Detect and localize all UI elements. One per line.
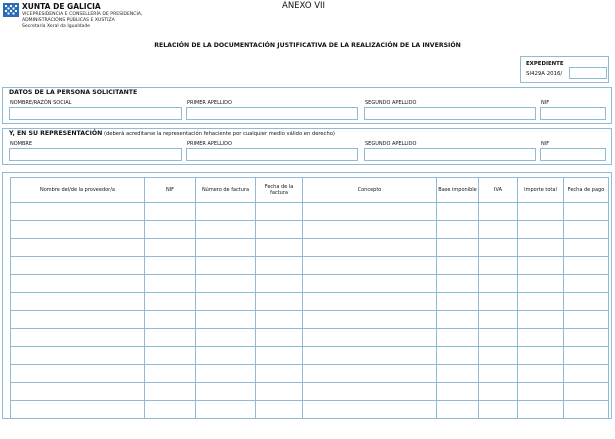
- table-cell[interactable]: [564, 293, 609, 311]
- table-cell[interactable]: [437, 203, 479, 221]
- expediente-code: SI429A 2016/: [526, 71, 563, 77]
- column-header: Fecha de pago: [564, 178, 609, 203]
- table-cell[interactable]: [196, 239, 256, 257]
- table-cell[interactable]: [437, 293, 479, 311]
- table-cell[interactable]: [437, 365, 479, 383]
- representative-name-field[interactable]: [9, 148, 182, 161]
- table-cell[interactable]: [256, 329, 303, 347]
- table-cell[interactable]: [303, 347, 437, 365]
- table-cell[interactable]: [145, 293, 196, 311]
- column-header: Importe total: [518, 178, 564, 203]
- table-cell[interactable]: [145, 221, 196, 239]
- table-cell[interactable]: [303, 221, 437, 239]
- table-cell[interactable]: [437, 239, 479, 257]
- column-header: Concepto: [303, 178, 437, 203]
- table-cell[interactable]: [564, 221, 609, 239]
- table-cell[interactable]: [145, 347, 196, 365]
- table-cell[interactable]: [256, 347, 303, 365]
- table-cell[interactable]: [145, 239, 196, 257]
- applicant-name-field[interactable]: [9, 107, 182, 120]
- table-cell[interactable]: [518, 329, 564, 347]
- table-cell[interactable]: [145, 401, 196, 419]
- table-cell[interactable]: [437, 257, 479, 275]
- table-cell[interactable]: [437, 275, 479, 293]
- representative-nif-label: NIF: [541, 141, 550, 147]
- expediente-label: EXPEDIENTE: [526, 61, 564, 67]
- table-cell[interactable]: [479, 383, 518, 401]
- department-line: ADMINISTRACIÓNS PÚBLICAS E XUSTIZA: [22, 18, 115, 23]
- table-cell[interactable]: [256, 401, 303, 419]
- xunta-logo-icon: [3, 3, 19, 17]
- invoice-table: [10, 177, 609, 419]
- table-cell[interactable]: [256, 203, 303, 221]
- table-cell[interactable]: [518, 275, 564, 293]
- table-cell[interactable]: [145, 311, 196, 329]
- table-row: [11, 275, 609, 293]
- table-cell[interactable]: [256, 383, 303, 401]
- table-cell[interactable]: [11, 401, 145, 419]
- document-title: RELACIÓN DE LA DOCUMENTACIÓN JUSTIFICATIVA DE LA REALIZACIÓN DE LA INVERSIÓN: [154, 42, 461, 49]
- table-cell[interactable]: [196, 329, 256, 347]
- table-cell[interactable]: [196, 293, 256, 311]
- table-cell[interactable]: [303, 239, 437, 257]
- table-cell[interactable]: [256, 293, 303, 311]
- table-cell[interactable]: [518, 221, 564, 239]
- representative-first-surname-field[interactable]: [186, 148, 358, 161]
- table-row: [11, 221, 609, 239]
- table-cell[interactable]: [479, 401, 518, 419]
- table-cell[interactable]: [256, 365, 303, 383]
- table-cell[interactable]: [145, 257, 196, 275]
- table-cell[interactable]: [564, 275, 609, 293]
- table-cell[interactable]: [479, 275, 518, 293]
- table-cell[interactable]: [196, 401, 256, 419]
- applicant-second-surname-label: SEGUNDO APELLIDO: [365, 100, 417, 106]
- table-cell[interactable]: [11, 203, 145, 221]
- table-cell[interactable]: [564, 365, 609, 383]
- table-cell[interactable]: [518, 311, 564, 329]
- applicant-first-surname-field[interactable]: [186, 107, 358, 120]
- table-cell[interactable]: [564, 203, 609, 221]
- representative-note: (deberá acreditarse la representación fehaciente por cualquier medio válido en derecho): [102, 131, 335, 137]
- table-cell[interactable]: [196, 365, 256, 383]
- applicant-nif-field[interactable]: [540, 107, 606, 120]
- representative-second-surname-label: SEGUNDO APELLIDO: [365, 141, 417, 147]
- table-cell[interactable]: [303, 293, 437, 311]
- table-row: [11, 401, 609, 419]
- table-cell[interactable]: [256, 239, 303, 257]
- table-cell[interactable]: [196, 203, 256, 221]
- org-name: XUNTA DE GALICIA: [22, 2, 101, 11]
- applicant-name-label: NOMBRE/RAZÓN SOCIAL: [10, 100, 72, 106]
- table-cell[interactable]: [564, 257, 609, 275]
- column-header: Nombre del/de la proveedor/a: [11, 178, 145, 203]
- table-cell[interactable]: [196, 383, 256, 401]
- invoice-header-row: [11, 178, 609, 203]
- table-cell[interactable]: [196, 347, 256, 365]
- table-cell[interactable]: [11, 365, 145, 383]
- table-cell[interactable]: [479, 311, 518, 329]
- representative-title-text: Y, EN SU REPRESENTACIÓN: [9, 130, 103, 137]
- table-cell[interactable]: [564, 347, 609, 365]
- applicant-first-surname-label: PRIMER APELLIDO: [187, 100, 232, 106]
- table-cell[interactable]: [437, 221, 479, 239]
- applicant-nif-label: NIF: [541, 100, 550, 106]
- table-row: [11, 311, 609, 329]
- table-row: [11, 293, 609, 311]
- table-cell[interactable]: [518, 257, 564, 275]
- table-cell[interactable]: [479, 239, 518, 257]
- table-cell[interactable]: [11, 383, 145, 401]
- applicant-section-title: DATOS DE LA PERSONA SOLICITANTE: [9, 89, 138, 96]
- column-header: Número de factura: [196, 178, 256, 203]
- invoice-table-body: [11, 203, 609, 419]
- table-cell[interactable]: [11, 329, 145, 347]
- column-header: IVA: [479, 178, 518, 203]
- table-cell[interactable]: [479, 221, 518, 239]
- table-cell[interactable]: [437, 329, 479, 347]
- table-cell[interactable]: [564, 329, 609, 347]
- table-cell[interactable]: [145, 365, 196, 383]
- table-cell[interactable]: [518, 401, 564, 419]
- table-cell[interactable]: [564, 401, 609, 419]
- table-row: [11, 347, 609, 365]
- table-cell[interactable]: [303, 365, 437, 383]
- table-row: [11, 365, 609, 383]
- table-cell[interactable]: [11, 221, 145, 239]
- table-cell[interactable]: [564, 311, 609, 329]
- table-cell[interactable]: [479, 257, 518, 275]
- table-cell[interactable]: [518, 383, 564, 401]
- table-cell[interactable]: [11, 311, 145, 329]
- table-cell[interactable]: [303, 275, 437, 293]
- table-cell[interactable]: [303, 311, 437, 329]
- table-cell[interactable]: [518, 239, 564, 257]
- table-cell[interactable]: [256, 275, 303, 293]
- table-cell[interactable]: [479, 329, 518, 347]
- representative-name-label: NOMBRE: [10, 141, 33, 147]
- table-cell[interactable]: [11, 239, 145, 257]
- table-row: [11, 383, 609, 401]
- table-cell[interactable]: [11, 347, 145, 365]
- table-cell[interactable]: [196, 275, 256, 293]
- table-cell[interactable]: [145, 203, 196, 221]
- table-cell[interactable]: [518, 365, 564, 383]
- table-cell[interactable]: [196, 257, 256, 275]
- representative-first-surname-label: PRIMER APELLIDO: [187, 141, 232, 147]
- table-cell[interactable]: [145, 275, 196, 293]
- table-cell[interactable]: [303, 401, 437, 419]
- table-cell[interactable]: [479, 365, 518, 383]
- table-cell[interactable]: [145, 329, 196, 347]
- table-row: [11, 239, 609, 257]
- table-cell[interactable]: [564, 383, 609, 401]
- representative-nif-field[interactable]: [540, 148, 606, 161]
- table-cell[interactable]: [145, 383, 196, 401]
- table-cell[interactable]: [256, 221, 303, 239]
- column-header: Base imponible: [437, 178, 479, 203]
- table-cell[interactable]: [479, 293, 518, 311]
- table-cell[interactable]: [256, 311, 303, 329]
- table-cell[interactable]: [303, 257, 437, 275]
- department-line: VICEPRESIDENCIA E CONSELLERÍA DE PRESIDENCIA,: [22, 12, 143, 17]
- table-cell[interactable]: [437, 401, 479, 419]
- table-cell[interactable]: [437, 311, 479, 329]
- representative-section-title: [9, 130, 335, 137]
- annex-label: ANEXO VII: [282, 1, 326, 11]
- expediente-number-field[interactable]: [569, 67, 607, 79]
- table-cell[interactable]: [303, 383, 437, 401]
- table-cell[interactable]: [479, 203, 518, 221]
- column-header: Fecha de la factura: [256, 178, 303, 203]
- table-cell[interactable]: [196, 311, 256, 329]
- table-row: [11, 257, 609, 275]
- table-cell[interactable]: [11, 275, 145, 293]
- table-cell[interactable]: [564, 239, 609, 257]
- table-row: [11, 203, 609, 221]
- table-cell[interactable]: [479, 347, 518, 365]
- table-cell[interactable]: [256, 257, 303, 275]
- table-cell[interactable]: [11, 257, 145, 275]
- table-cell[interactable]: [303, 203, 437, 221]
- table-cell[interactable]: [437, 347, 479, 365]
- table-cell[interactable]: [196, 221, 256, 239]
- representative-second-surname-field[interactable]: [364, 148, 536, 161]
- table-cell[interactable]: [518, 203, 564, 221]
- applicant-second-surname-field[interactable]: [364, 107, 536, 120]
- table-cell[interactable]: [303, 329, 437, 347]
- table-row: [11, 329, 609, 347]
- table-cell[interactable]: [437, 383, 479, 401]
- table-cell[interactable]: [518, 293, 564, 311]
- table-cell[interactable]: [518, 347, 564, 365]
- table-cell[interactable]: [11, 293, 145, 311]
- department-line: Secretaría Xeral da Igualdade: [22, 24, 91, 29]
- column-header: NIF: [145, 178, 196, 203]
